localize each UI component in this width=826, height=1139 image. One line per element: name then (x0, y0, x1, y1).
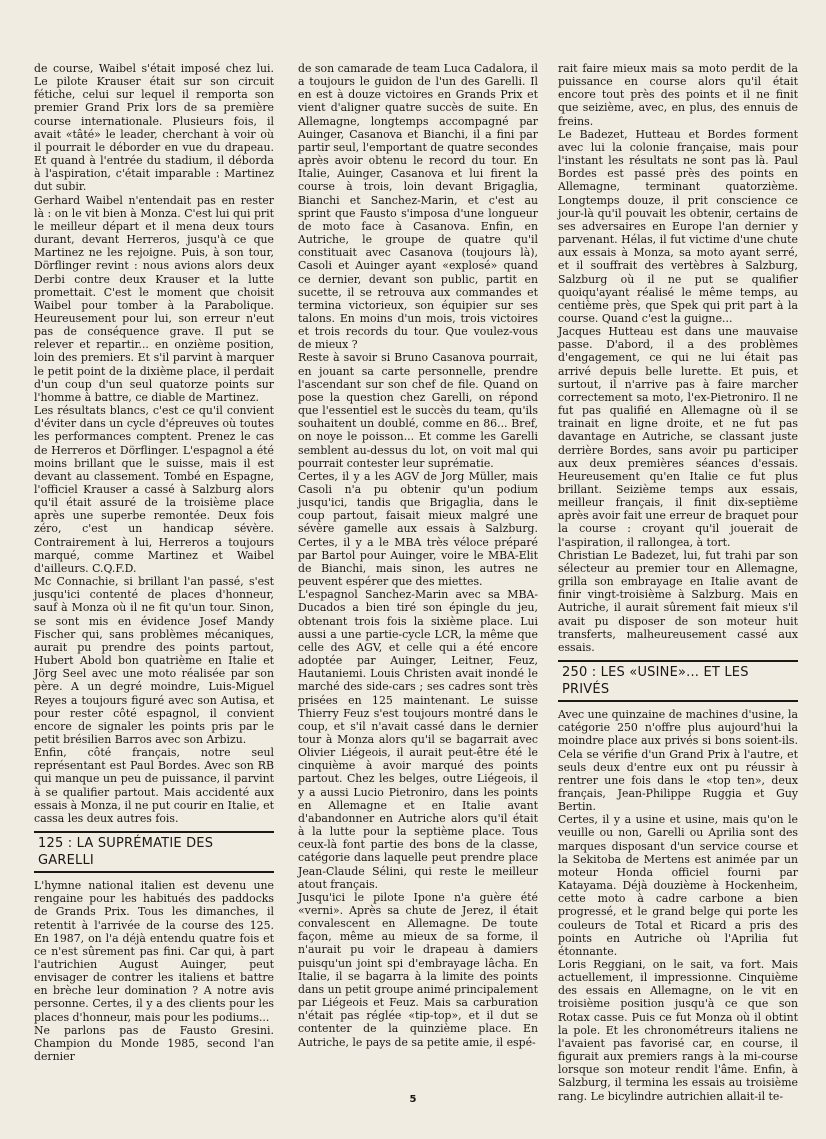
paragraph: de course, Waibel s'était imposé chez lui. Le pilote Krauser était sur son circuit fétiche, celui sur lequel il remporta son premier Grand Prix lors de sa première course internationale. Plusieurs fois, il avait «tâté» le leader, cherchant à voir où il pourrait le déborder en vue du drapeau. Et quand à l'entrée du stadium, il déborda à l'aspiration, c'était imparable : Martinez dut subir. (34, 62, 274, 194)
article-column-3 (558, 62, 798, 1103)
paragraph: Reste à savoir si Bruno Casanova pourrait, en jouant sa carte personnelle, prendre l'ascendant sur son chef de file. Quand on pose la question chez Garelli, on répond que l'essentiel est le succès du team, qu'ils souhaitent un doublé, comme en 86... Bref, on noye le poisson... Et comme les Garelli semblent au-dessus du lot, on voit mal qui pourrait contester leur suprématie. (298, 351, 538, 470)
paragraph: Jacques Hutteau est dans une mauvaise passe. D'abord, il a des problèmes d'engagement, ce qui ne lui était pas arrivé depuis belle lurette. Et puis, et surtout, il n'arrive pas à faire marcher correctement sa moto, l'ex-Pietroniro. Il ne fut pas qualifié en Allemagne où il se trainait en ligne droite, et ne fut pas davantage en Autriche, se classant juste derrière Bordes, sans avoir pu participer aux deux premières séances d'essais. Heureusement qu'en Italie ce fut plus brillant. Seizième temps aux essais, meilleur français, il finit dix-septième après avoir fait une erreur de braquet pour la course : croyant qu'il jouerait de l'aspiration, il rallongea, à tort. (558, 325, 798, 549)
paragraph: L'hymne national italien est devenu une rengaine pour les habitués des paddocks de Grands Prix. Tous les dimanches, il retentit à l'arrivée de la course des 125. En 1987, on l'a déjà entendu quatre fois et ce n'est sûrement pas fini. Car qui, à part l'autrichien August Auinger, peut envisager de contrer les italiens et battre en brèche leur domination ? A notre avis personne. Certes, il y a des clients pour les places d'honneur, mais pour les podiums... (34, 879, 274, 1024)
paragraph: Ne parlons pas de Fausto Gresini. Champion du Monde 1985, second l'an dernier (34, 1023, 274, 1064)
paragraph: Certes, il y a les AGV de Jorg Müller, mais Casoli n'a pu obtenir qu'un podium jusqu'ici, tandis que Brigaglia, dans le coup partout, faisait mieux malgré une sévère gamelle aux essais à Salzburg. Certes, il y a le MBA très véloce préparé par Bartol pour Auinger, voire le MBA-Elit de Bianchi, mais sinon, les autres ne peuvent espérer que des miettes. (298, 469, 538, 589)
paragraph: Mc Connachie, si brillant l'an passé, s'est jusqu'ici contenté de places d'honneur, sauf à Monza où il ne fit qu'un tour. Sinon, se sont mis en évidence Josef Mandy Fischer qui, sans problèmes mécaniques, aurait pu prendre des points partout, Hubert Abold bon quatrième en Italie et Jörg Seel avec une moto réalisée par son père. A un degré moindre, Luis-Miguel Reyes a toujours figuré avec son Autisa, et pour rester côté espagnol, il convient encore de signaler les points pris par le petit brésilien Barros avec son Arbizu. (34, 575, 274, 746)
paragraph: Les résultats blancs, c'est ce qu'il convient d'éviter dans un cycle d'épreuves où toutes les performances comptent. Prenez le cas de Herreros et Dörflinger. L'espagnol a été moins brillant que le suisse, mais il est devant au classement. Tombé en Espagne, l'officiel Krauser a cassé à Salzburg alors qu'il était assuré de la troisième place après une superbe remontée. Deux fois zéro, c'est un handicap sévère. Contrairement à lui, Herreros a toujours marqué, comme Martinez et Waibel d'ailleurs. C.Q.F.D. (34, 404, 274, 575)
paragraph: Gerhard Waibel n'entendait pas en rester là : on le vit bien à Monza. C'est lui qui prit le meilleur départ et il mena deux tours durant, devant Herreros, jusqu'à ce que Martinez ne les rejoigne. Puis, à son tour, Dörflinger revint : nous avions alors deux Derbi contre deux Krauser et la lutte promettait. C'est le moment que choisit Waibel pour tomber à la Parabolique. Heureusement pour lui, son erreur n'eut pas de conséquence grave. Il put se relever et repartir... en onzième position, loin des premiers. Et s'il parvint à marquer le petit point de la dixième place, il perdait d'un coup d'un seul quatorze points sur l'homme à battre, ce diable de Martinez. (34, 193, 274, 404)
paragraph: Avec une quinzaine de machines d'usine, la catégorie 250 n'offre plus aujourd'hui la moindre place aux privés si bons soient-ils. Cela se vérifie d'un Grand Prix à l'autre, et seuls deux d'entre eux ont pu réussir à rentrer une fois dans le «top ten», deux français, Jean-Philippe Ruggia et Guy Bertin. (558, 708, 798, 814)
paragraph: Loris Reggiani, on le sait, va fort. Mais actuellement, il impressionne. Cinquième des essais en Allemagne, on le vit en troisième position jusqu'à ce que son Rotax casse. Puis ce fut Monza où il obtint la pole. Et les chronométreurs italiens ne l'avaient pas favorisé car, en course, il figurait aux premiers rangs à la mi-course lorsque son moteur rendit l'âme. Enfin, à Salzburg, il termina les essais au troisième rang. Le bicylindre autrichien allait-il te- (558, 958, 798, 1103)
paragraph: Jusqu'ici le pilote Ipone n'a guère été «verni». Après sa chute de Jerez, il était convalescent en Allemagne. De toute façon, même au mieux de sa forme, il n'aurait pu voir le drapeau à damiers puisqu'un joint spi d'embrayage lâcha. En Italie, il se bagarra à la limite des points dans un petit groupe animé principalement par Liégeois et Feuz. Mais sa carburation n'était pas réglée «tip-top», et il dut se contenter de la quinzième place. En Autriche, le pays de sa petite amie, il espé- (298, 890, 538, 1049)
article-column-1 (34, 62, 274, 1063)
paragraph: Christian Le Badezet, lui, fut trahi par son sélecteur au premier tour en Allemagne, grilla son embrayage en Italie avant de finir vingt-troisième à Salzburg. Mais en Autriche, il aurait sûrement fait mieux s'il avait pu disposer de son moteur huit transferts, malheureusement cassé aux essais. (558, 548, 798, 654)
paragraph: Certes, il y a usine et usine, mais qu'on le veuille ou non, Garelli ou Aprilia sont des marques disposant d'un service course et la Sekitoba de Mertens est animée par un moteur Honda officiel fourni par Katayama. Déjà douzième à Hockenheim, cette moto à cadre carbone a bien progressé, et le grand belge qui porte les couleurs de Total et Ricard a pris des points en Autriche où l'Aprilia fut étonnante. (558, 813, 798, 958)
article-column-2 (298, 62, 538, 1049)
section-heading-250: 250 : LES «USINE»... ET LES PRIVÉS (558, 660, 798, 702)
paragraph: L'espagnol Sanchez-Marin avec sa MBA-Ducados a bien tiré son épingle du jeu, obtenant trois fois la sixième place. Lui aussi a une partie-cycle LCR, la même que celle des AGV, et celle qui a été encore adoptée par Auinger, Leitner, Feuz, Hautaniemi. Louis Christen avait inondé le marché des side-cars ; ses cadres sont très prisées en 125 maintenant. Le suisse Thierry Feuz s'est toujours montré dans le coup, et s'il n'avait cassé dans le dernier tour à Monza alors qu'il se bagarrait avec Olivier Liégeois, il aurait peut-être été le cinquième à avoir marqué des points partout. Chez les belges, outre Liégeois, il y a aussi Lucio Pietroniro, dans les points en Allemagne et en Italie avant d'abandonner en Autriche alors qu'il était à la lutte pour la septième place. Tous ceux-là font partie des bons de la classe, catégorie dans laquelle peut prendre place Jean-Claude Sélini, qui reste le meilleur atout français. (298, 588, 538, 891)
paragraph: rait faire mieux mais sa moto perdit de la puissance en course alors qu'il était encore tout près des points et il ne finit que seizième, avec, en plus, des ennuis de freins. (558, 62, 798, 128)
paragraph: de son camarade de team Luca Cadalora, il a toujours le guidon de l'un des Garelli. Il en est à douze victoires en Grands Prix et vient d'aligner quatre succès de suite. En Allemagne, longtemps accompagné par Auinger, Casanova et Bianchi, il a fini par partir seul, l'emportant de quatre secondes après avoir obtenu le record du tour. En Italie, Auinger, Casanova et lui firent la course à trois, loin devant Brigaglia, Bianchi et Sanchez-Marin, et c'est au sprint que Fausto s'imposa d'une longueur de moto face à Casanova. Enfin, en Autriche, le groupe de quatre qu'il constituait avec Casanova (toujours là), Casoli et Auinger ayant «explosé» quand ce dernier, devant son public, partit en sucette, il se retrouva aux commandes et termina victorieux, son équipier sur ses talons. En moins d'un mois, trois victoires et trois records du tour. Que voulez-vous de mieux ? (298, 62, 538, 352)
page-number: 5 (409, 1094, 417, 1105)
paragraph: Enfin, côté français, notre seul représentant est Paul Bordes. Avec son RB qui manque un peu de puissance, il parvint à se qualifier partout. Mais accidenté aux essais à Monza, il ne put courir en Italie, et cassa les deux autres fois. (34, 746, 274, 825)
section-heading-125: 125 : LA SUPRÉMATIE DES GARELLI (34, 831, 274, 873)
paragraph: Le Badezet, Hutteau et Bordes forment avec lui la colonie française, mais pour l'instant les résultats ne sont pas là. Paul Bordes est passé près des points en Allemagne, terminant quatorzième. Longtemps douze, il prit conscience ce jour-là qu'il pouvait les obtenir, certains de ses adversaires en Europe l'an dernier y parvenant. Hélas, il fut victime d'une chute aux essais à Monza, sa moto ayant serré, et il souffrait des vertèbres à Salzburg, Salzburg où il ne put se qualifier quoiqu'ayant réalisé le même temps, au centième près, que Spek qui prit part à la course. Quand c'est la guigne... (558, 127, 798, 325)
